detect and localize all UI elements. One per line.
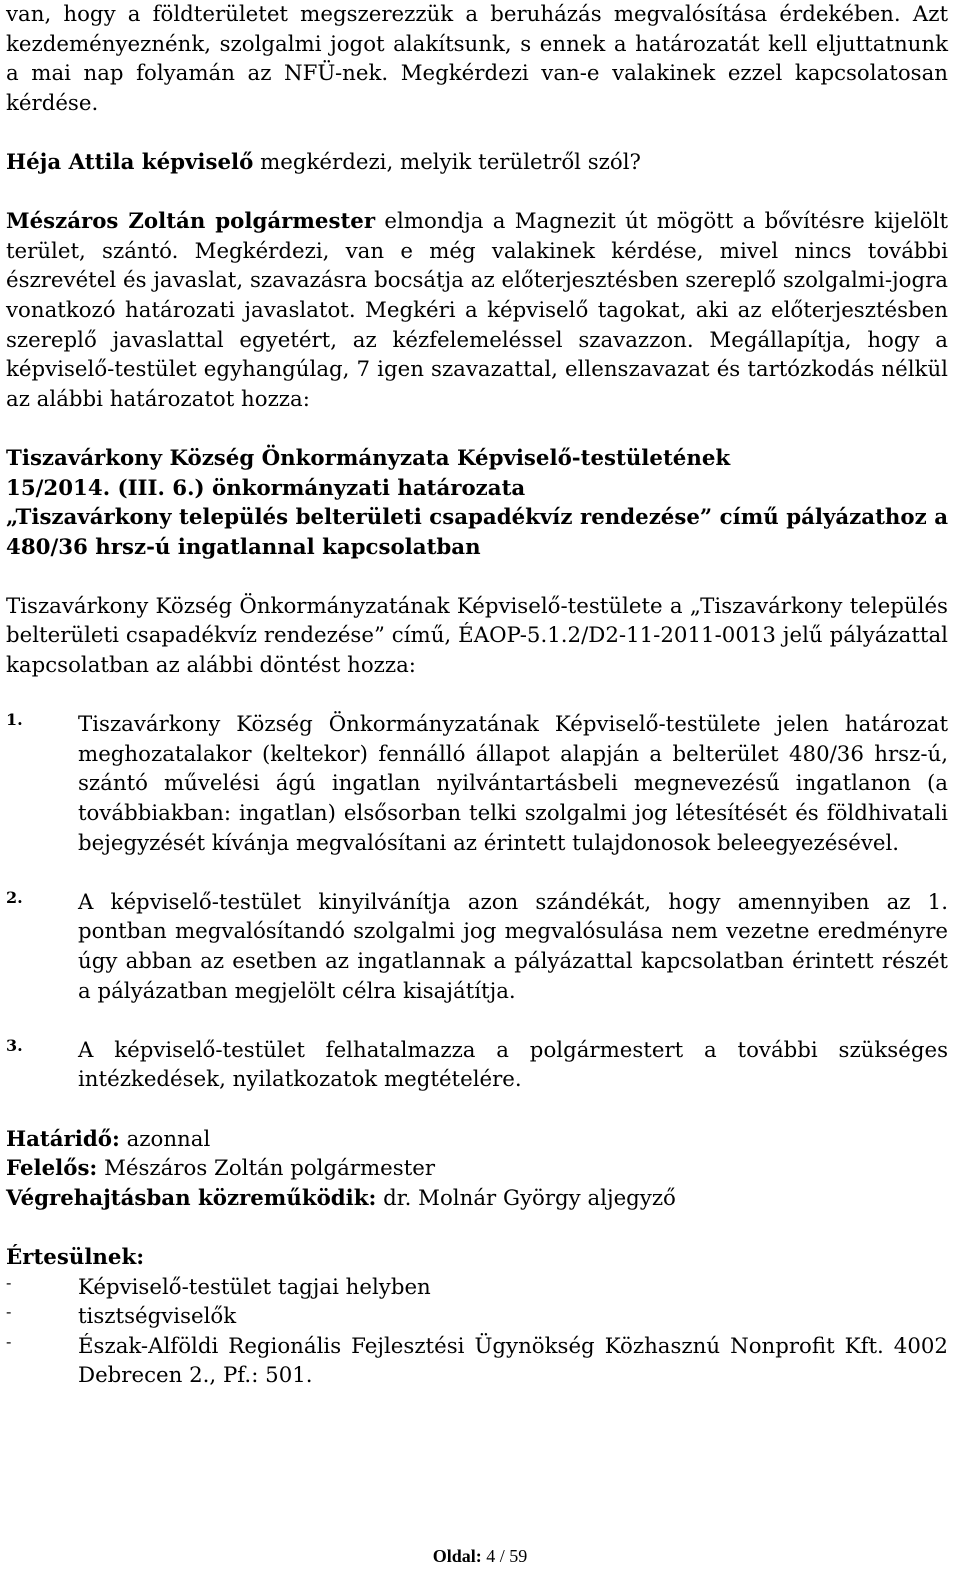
responsible-label: Felelős: bbox=[6, 1156, 98, 1182]
decision-item-text: A képviselő-testület kinyilvánítja azon szándékát, hogy amennyiben az 1. pontban megvalósítandó szolgalmi jog megvalósulása nem vezetne eredményre úgy abban az esetben az ingatlannak a pályázattal kapcsolatban érintett részét a pályázatban megjelölt célra kisajátítja. bbox=[78, 889, 948, 1004]
decision-item-number: 3. bbox=[6, 1035, 23, 1055]
page-number-value: 4 / 59 bbox=[481, 1546, 528, 1566]
deadline-label: Határidő: bbox=[6, 1126, 120, 1152]
responsible-line bbox=[6, 1154, 948, 1184]
decision-item-text: A képviselő-testület felhatalmazza a polgármestert a további szükséges intézkedések, nyilatkozatok megtételére. bbox=[78, 1037, 948, 1093]
resolution-title-1: Tiszavárkony Község Önkormányzata Képviselő-testületének bbox=[6, 445, 731, 471]
cooperation-value: dr. Molnár György aljegyző bbox=[376, 1185, 676, 1211]
decision-item bbox=[6, 888, 948, 1006]
list-dash: - bbox=[6, 1331, 12, 1351]
cooperation-label: Végrehajtásban közreműködik: bbox=[6, 1185, 377, 1211]
notify-item bbox=[6, 1302, 948, 1332]
notify-item-text: Képviselő-testület tagjai helyben bbox=[78, 1274, 431, 1300]
notify-item bbox=[6, 1273, 948, 1303]
decision-item-number: 2. bbox=[6, 887, 23, 907]
decision-item-text: Tiszavárkony Község Önkormányzatának Képviselő-testülete jelen határozat meghozatalakor (keltekor) fennálló állapot alapján a belterület 480/36 hrsz-ú, szántó művelési ágú ingatlan nyilvántartásbeli megnevezésű ingatlanon (a továbbiakban: ingatlan) elsősorban telki szolgalmi jog létesítését és földhivatali bejegyzését kívánja megvalósítani az érintett tulajdonosok beleegyezésével. bbox=[78, 712, 948, 856]
meszaros-speaker: Mészáros Zoltán polgármester bbox=[6, 209, 376, 235]
responsible-value: Mészáros Zoltán polgármester bbox=[97, 1156, 436, 1182]
resolution-title-2: 15/2014. (III. 6.) önkormányzati határozata bbox=[6, 475, 526, 501]
page-number-label: Oldal: bbox=[432, 1546, 482, 1566]
deadline-value: azonnal bbox=[119, 1126, 211, 1152]
resolution-title-3: „Tiszavárkony település belterületi csapadékvíz rendezése” című pályázathoz a 480/36 hrsz-ú ingatlannal kapcsolatban bbox=[6, 505, 948, 560]
heja-speaker: Héja Attila képviselő bbox=[6, 149, 254, 175]
list-dash: - bbox=[6, 1302, 12, 1322]
notify-item-text: Észak-Alföldi Regionális Fejlesztési Ügynökség Közhasznú Nonprofit Kft. 4002 Debrecen 2., Pf.: 501. bbox=[78, 1333, 948, 1389]
decision-item bbox=[6, 710, 948, 858]
deadline-line bbox=[6, 1125, 948, 1155]
notify-label: Értesülnek: bbox=[6, 1244, 145, 1270]
notify-item-text: tisztségviselők bbox=[78, 1304, 237, 1330]
heja-paragraph bbox=[6, 148, 948, 178]
list-dash: - bbox=[6, 1272, 12, 1292]
notify-heading bbox=[6, 1243, 948, 1273]
decision-item bbox=[6, 1036, 948, 1095]
page-footer bbox=[0, 1546, 960, 1567]
heja-text: megkérdezi, melyik területről szól? bbox=[253, 149, 641, 175]
notify-item bbox=[6, 1332, 948, 1391]
cooperation-line bbox=[6, 1184, 948, 1214]
intro-paragraph: van, hogy a földterületet megszerezzük a beruházás megvalósítása érdekében. Azt kezdeményeznénk, szolgalmi jogot alakítsunk, s ennek a határozatát kell eljuttatnunk a mai nap folyamán az NFÜ-nek. Megkérdezi van-e valakinek ezzel kapcsolatosan kérdése. bbox=[6, 2, 948, 116]
decision-intro: Tiszavárkony Község Önkormányzatának Képviselő-testülete a „Tiszavárkony település belterületi csapadékvíz rendezése” című, ÉAOP-5.1.2/D2-11-2011-0013 jelű pályázattal kapcsolatban az alábbi döntést hozza: bbox=[6, 593, 948, 679]
document-page bbox=[6, 0, 948, 1391]
meszaros-text: elmondja a Magnezit út mögött a bővítésre kijelölt terület, szántó. Megkérdezi, van e még valakinek kérdése, mivel nincs további észrevétel és javaslat, szavazásra bocsátja az előterjesztésben szereplő szolgalmi-jogra vonatkozó határozati javaslatot. Megkéri a képviselő tagokat, aki az előterjesztésben szereplő javaslattal egyetért, az kézfelemeléssel szavazzon. Megállapítja, hogy a képviselő-testület egyhangúlag, 7 igen szavazattal, ellenszavazat és tartózkodás nélkül az alábbi határozatot hozza: bbox=[6, 209, 949, 412]
meszaros-paragraph bbox=[6, 207, 948, 414]
decision-item-number: 1. bbox=[6, 710, 23, 730]
